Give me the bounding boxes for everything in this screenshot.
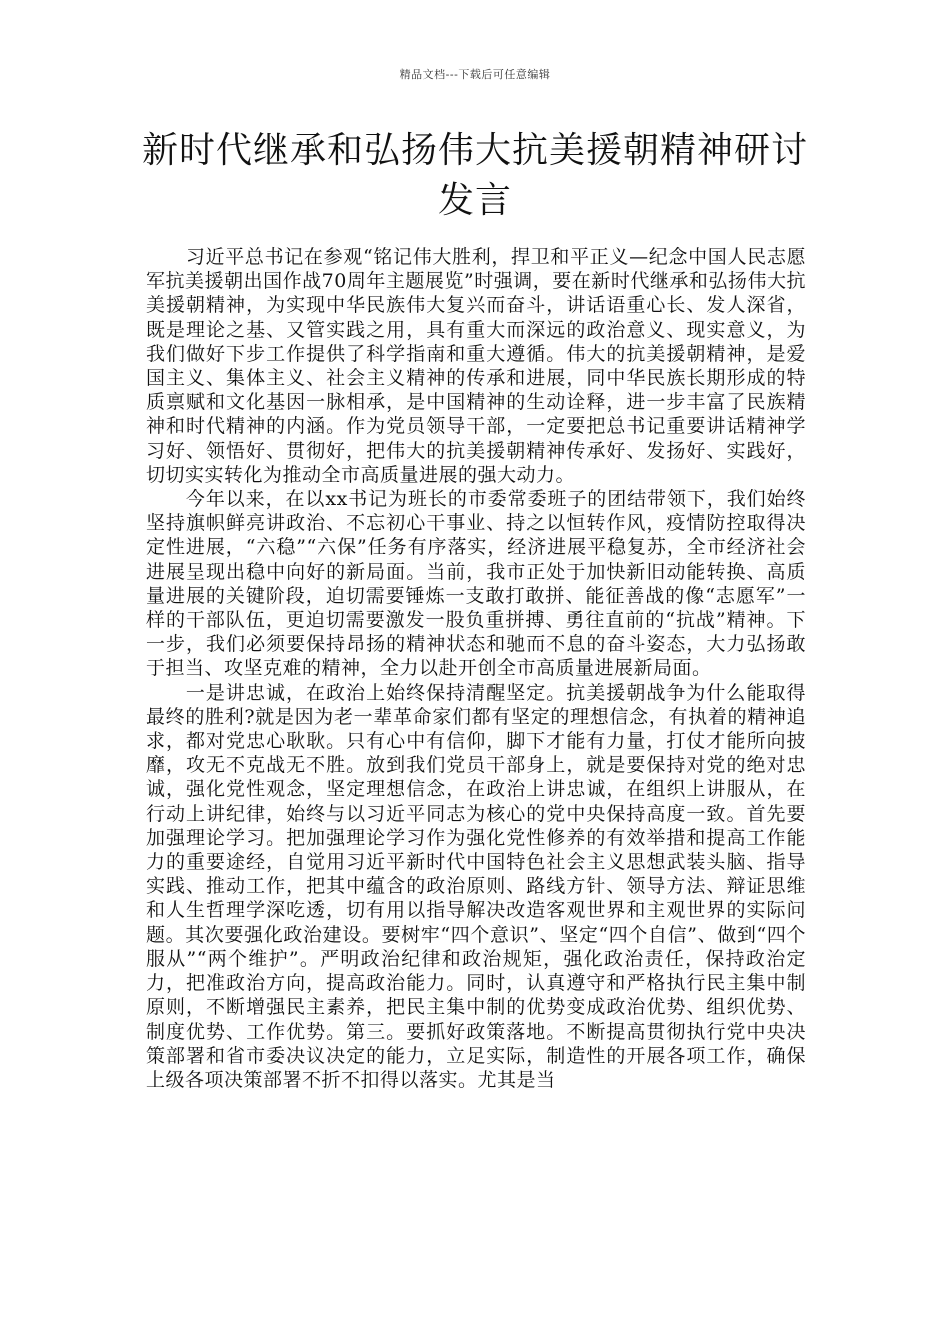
body-paragraph-2: 今年以来，在以xx书记为班长的市委常委班子的团结带领下，我们始终坚持旗帜鲜亮讲政治、不忘初心干事业、持之以恒转作风，疫情防控取得决定性进展，“六稳”“六保”任务有序落实，经济进展平稳复苏，全市经济社会进展呈现出稳中向好的新局面。当前，我市正处于加快新旧动能转换、高质量进展的关键阶段，迫切需要锤炼一支敢打敢拼、能征善战的像“志愿军”一样的干部队伍，更迫切需要激发一股负重拼搏、勇往直前的“抗战”精神。下一步，我们必须要保持昂扬的精神状态和驰而不息的奋斗姿态，大力弘扬敢于担当、攻坚克难的精神，全力以赴开创全市高质量进展新局面。 — [146, 488, 806, 680]
body-paragraph-3: 一是讲忠诚，在政治上始终保持清醒坚定。抗美援朝战争为什么能取得最终的胜利?就是因为老一辈革命家们都有坚定的理想信念，有执着的精神追求，都对党忠心耿耿。只有心中有信仰，脚下才能有力量，打仗才能所向披靡，攻无不克战无不胜。放到我们党员干部身上，就是要保持对党的绝对忠诚，强化党性观念，坚定理想信念，在政治上讲忠诚，在组织上讲服从，在行动上讲纪律，始终与以习近平同志为核心的党中央保持高度一致。首先要加强理论学习。把加强理论学习作为强化党性修养的有效举措和提高工作能力的重要途经，自觉用习近平新时代中国特色社会主义思想武装头脑、指导实践、推动工作，把其中蕴含的政治原则、路线方针、领导方法、辩证思维和人生哲理学深吃透，切有用以指导解决改造客观世界和主观世界的实际问题。其次要强化政治建设。要树牢“四个意识”、坚定“四个自信”、做到“四个服从”“两个维护”。严明政治纪律和政治规矩，强化政治责任，保持政治定力，把准政治方向，提高政治能力。同时，认真遵守和严格执行民主集中制原则，不断增强民主素养，把民主集中制的优势变成政治优势、组织优势、制度优势、工作优势。第三。要抓好政策落地。不断提高贯彻执行党中央决策部署和省市委决议决定的能力，立足实际，制造性的开展各项工作，确保上级各项决策部署不折不扣得以落实。尤其是当 — [146, 681, 806, 1091]
document-title: 新时代继承和弘扬伟大抗美援朝精神研讨发言 — [141, 130, 808, 221]
header-note: 精品文档---下载后可任意编辑 — [399, 68, 551, 81]
body-paragraph-1: 习近平总书记在参观“铭记伟大胜利，捍卫和平正义—纪念中国人民志愿军抗美援朝出国作战70周年主题展览”时强调，要在新时代继承和弘扬伟大抗美援朝精神，为实现中华民族伟大复兴而奋斗，讲话语重心长、发人深省，既是理论之基、又管实践之用，具有重大而深远的政治意义、现实意义，为我们做好下步工作提供了科学指南和重大遵循。伟大的抗美援朝精神，是爱国主义、集体主义、社会主义精神的传承和进展，同中华民族长期形成的特质禀赋和文化基因一脉相承，是中国精神的生动诠释，进一步丰富了民族精神和时代精神的内涵。作为党员领导干部，一定要把总书记重要讲话精神学习好、领悟好、贯彻好，把伟大的抗美援朝精神传承好、发扬好、实践好，切切实实转化为推动全市高质量进展的强大动力。 — [146, 246, 806, 486]
document-body — [146, 245, 806, 1092]
